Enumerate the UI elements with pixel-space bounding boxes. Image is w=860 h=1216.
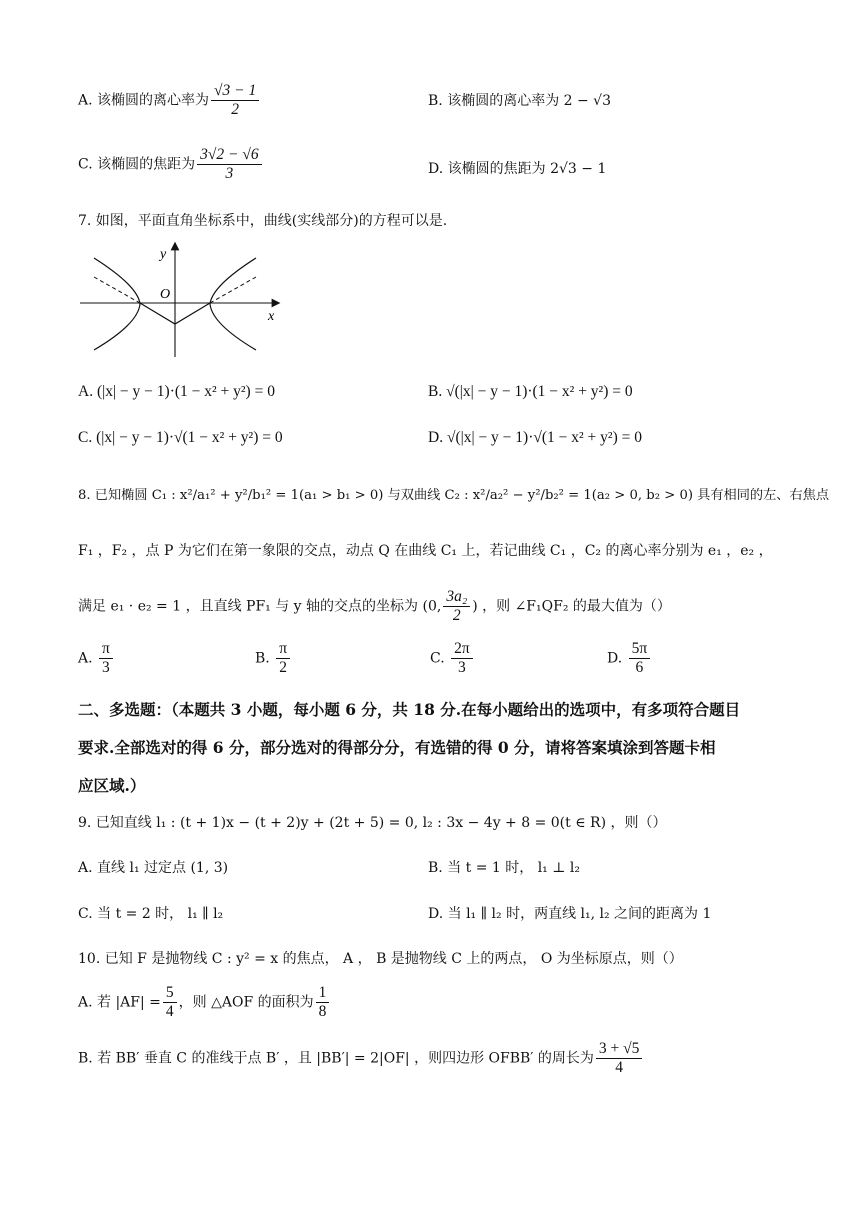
- section2-line3: 应区域.）: [78, 776, 146, 795]
- q10-option-b: B. 若 BB′ 垂直 C 的准线于点 B′ ，且 |BB′| = 2|OF| ，则四边形 OFBB′ 的周长为 $\frac{3 + √5}{4}$: [78, 1040, 798, 1077]
- q9-option-b: B. 当 t = 1 时， l₁ ⊥ l₂: [428, 860, 580, 876]
- q7-figure: [80, 240, 290, 365]
- q6-option-c: C. 该椭圆的焦距为 $\frac{3√2 - √6}{3}$: [78, 146, 798, 183]
- q7-option-c: C. (|x| − y − 1)·√(1 − x² + y²) = 0: [78, 429, 283, 446]
- q8-line3: 满足 e₁ · e₂ = 1 ，且直线 PF₁ 与 y 轴的交点的坐标为 (0, $\frac{\text{3a₂}}{2}$ ) ，则 ∠F₁QF₂ 的最大值为（）: [78, 588, 671, 624]
- fig-label-o: O: [160, 287, 171, 302]
- q8-option-a: A. $\frac{\pi}{3}$: [78, 640, 115, 677]
- q9-option-d: D. 当 l₁ ∥ l₂ 时，两直线 l₁, l₂ 之间的距离为 1: [428, 906, 712, 922]
- q9-option-a: A. 直线 l₁ 过定点 (1, 3): [78, 860, 229, 876]
- fig-label-x: x: [268, 309, 275, 324]
- right-hyperbola-branch: [210, 258, 256, 350]
- section2-line2: 要求.全部选对的得 6 分，部分选对的得部分分，有选错的得 0 分，请将答案填涂到答题卡相: [78, 738, 716, 757]
- q7-option-d: D. √(|x| − y − 1)·√(1 − x² + y²) = 0: [428, 429, 642, 446]
- q8-option-b: B. $\frac{\pi}{2}$: [255, 640, 292, 677]
- q8-line2: F₁ ，F₂ ，点 P 为它们在第一象限的交点，动点 Q 在曲线 C₁ 上，若记曲线 C₁ ，C₂ 的离心率分别为 e₁ ，e₂ ，: [78, 543, 773, 559]
- q10-stem: 10. 已知 F 是抛物线 C : y² = x 的焦点， A ， B 是抛物线 C 上的两点， O 为坐标原点，则（）: [78, 951, 683, 967]
- q9-stem: 9. 已知直线 l₁ : (t + 1)x − (t + 2)y + (2t + 5) = 0, l₂ : 3x − 4y + 8 = 0(t ∈ R) ，则（）: [78, 815, 667, 831]
- q8-option-c: C. $\frac{2\pi}{3}$: [430, 640, 475, 677]
- left-hyperbola-branch: [94, 258, 140, 350]
- q6-option-d: D. 该椭圆的焦距为 2√3 − 1: [428, 161, 607, 177]
- q6-option-b: B. 该椭圆的离心率为 2 − √3: [428, 93, 612, 109]
- q10-option-a: A. 若 |AF| = $\frac{5}{4}$ ，则 △AOF 的面积为 $\frac{1}{8}$: [78, 984, 798, 1021]
- q6-a-fraction: $\frac{√3 - 1}{2}$: [211, 82, 259, 119]
- q7-option-a: A. (|x| − y − 1)·(1 − x² + y²) = 0: [78, 383, 275, 400]
- q8-line1: 8. 已知椭圆 C₁ : x²/a₁² + y²/b₁² = 1(a₁ > b₁ > 0) 与双曲线 C₂ : x²/a₂² − y²/b₂² = 1(a₂ > 0, b₂ > 0) 具有相同的左、右焦点: [78, 488, 830, 503]
- q8-line3-fraction: $\frac{\text{3a₂}}{2}$: [443, 588, 470, 625]
- section2-line1: 二、多选题：（本题共 3 小题，每小题 6 分，共 18 分.在每小题给出的选项中，有多项符合题目: [78, 700, 741, 719]
- q6-c-fraction: $\frac{3√2 - √6}{3}$: [197, 146, 261, 183]
- q9-option-c: C. 当 t = 2 时， l₁ ∥ l₂: [78, 906, 224, 922]
- q7-option-b: B. √(|x| − y − 1)·(1 − x² + y²) = 0: [428, 383, 633, 400]
- q7-stem: 7. 如图，平面直角坐标系中，曲线(实线部分)的方程可以是.: [78, 213, 448, 229]
- fig-label-y: y: [160, 247, 167, 262]
- q6-option-a: A. 该椭圆的离心率为 $\frac{√3 - 1}{2}$: [78, 82, 798, 119]
- q8-option-d: D. $\frac{5\pi}{6}$: [607, 640, 652, 677]
